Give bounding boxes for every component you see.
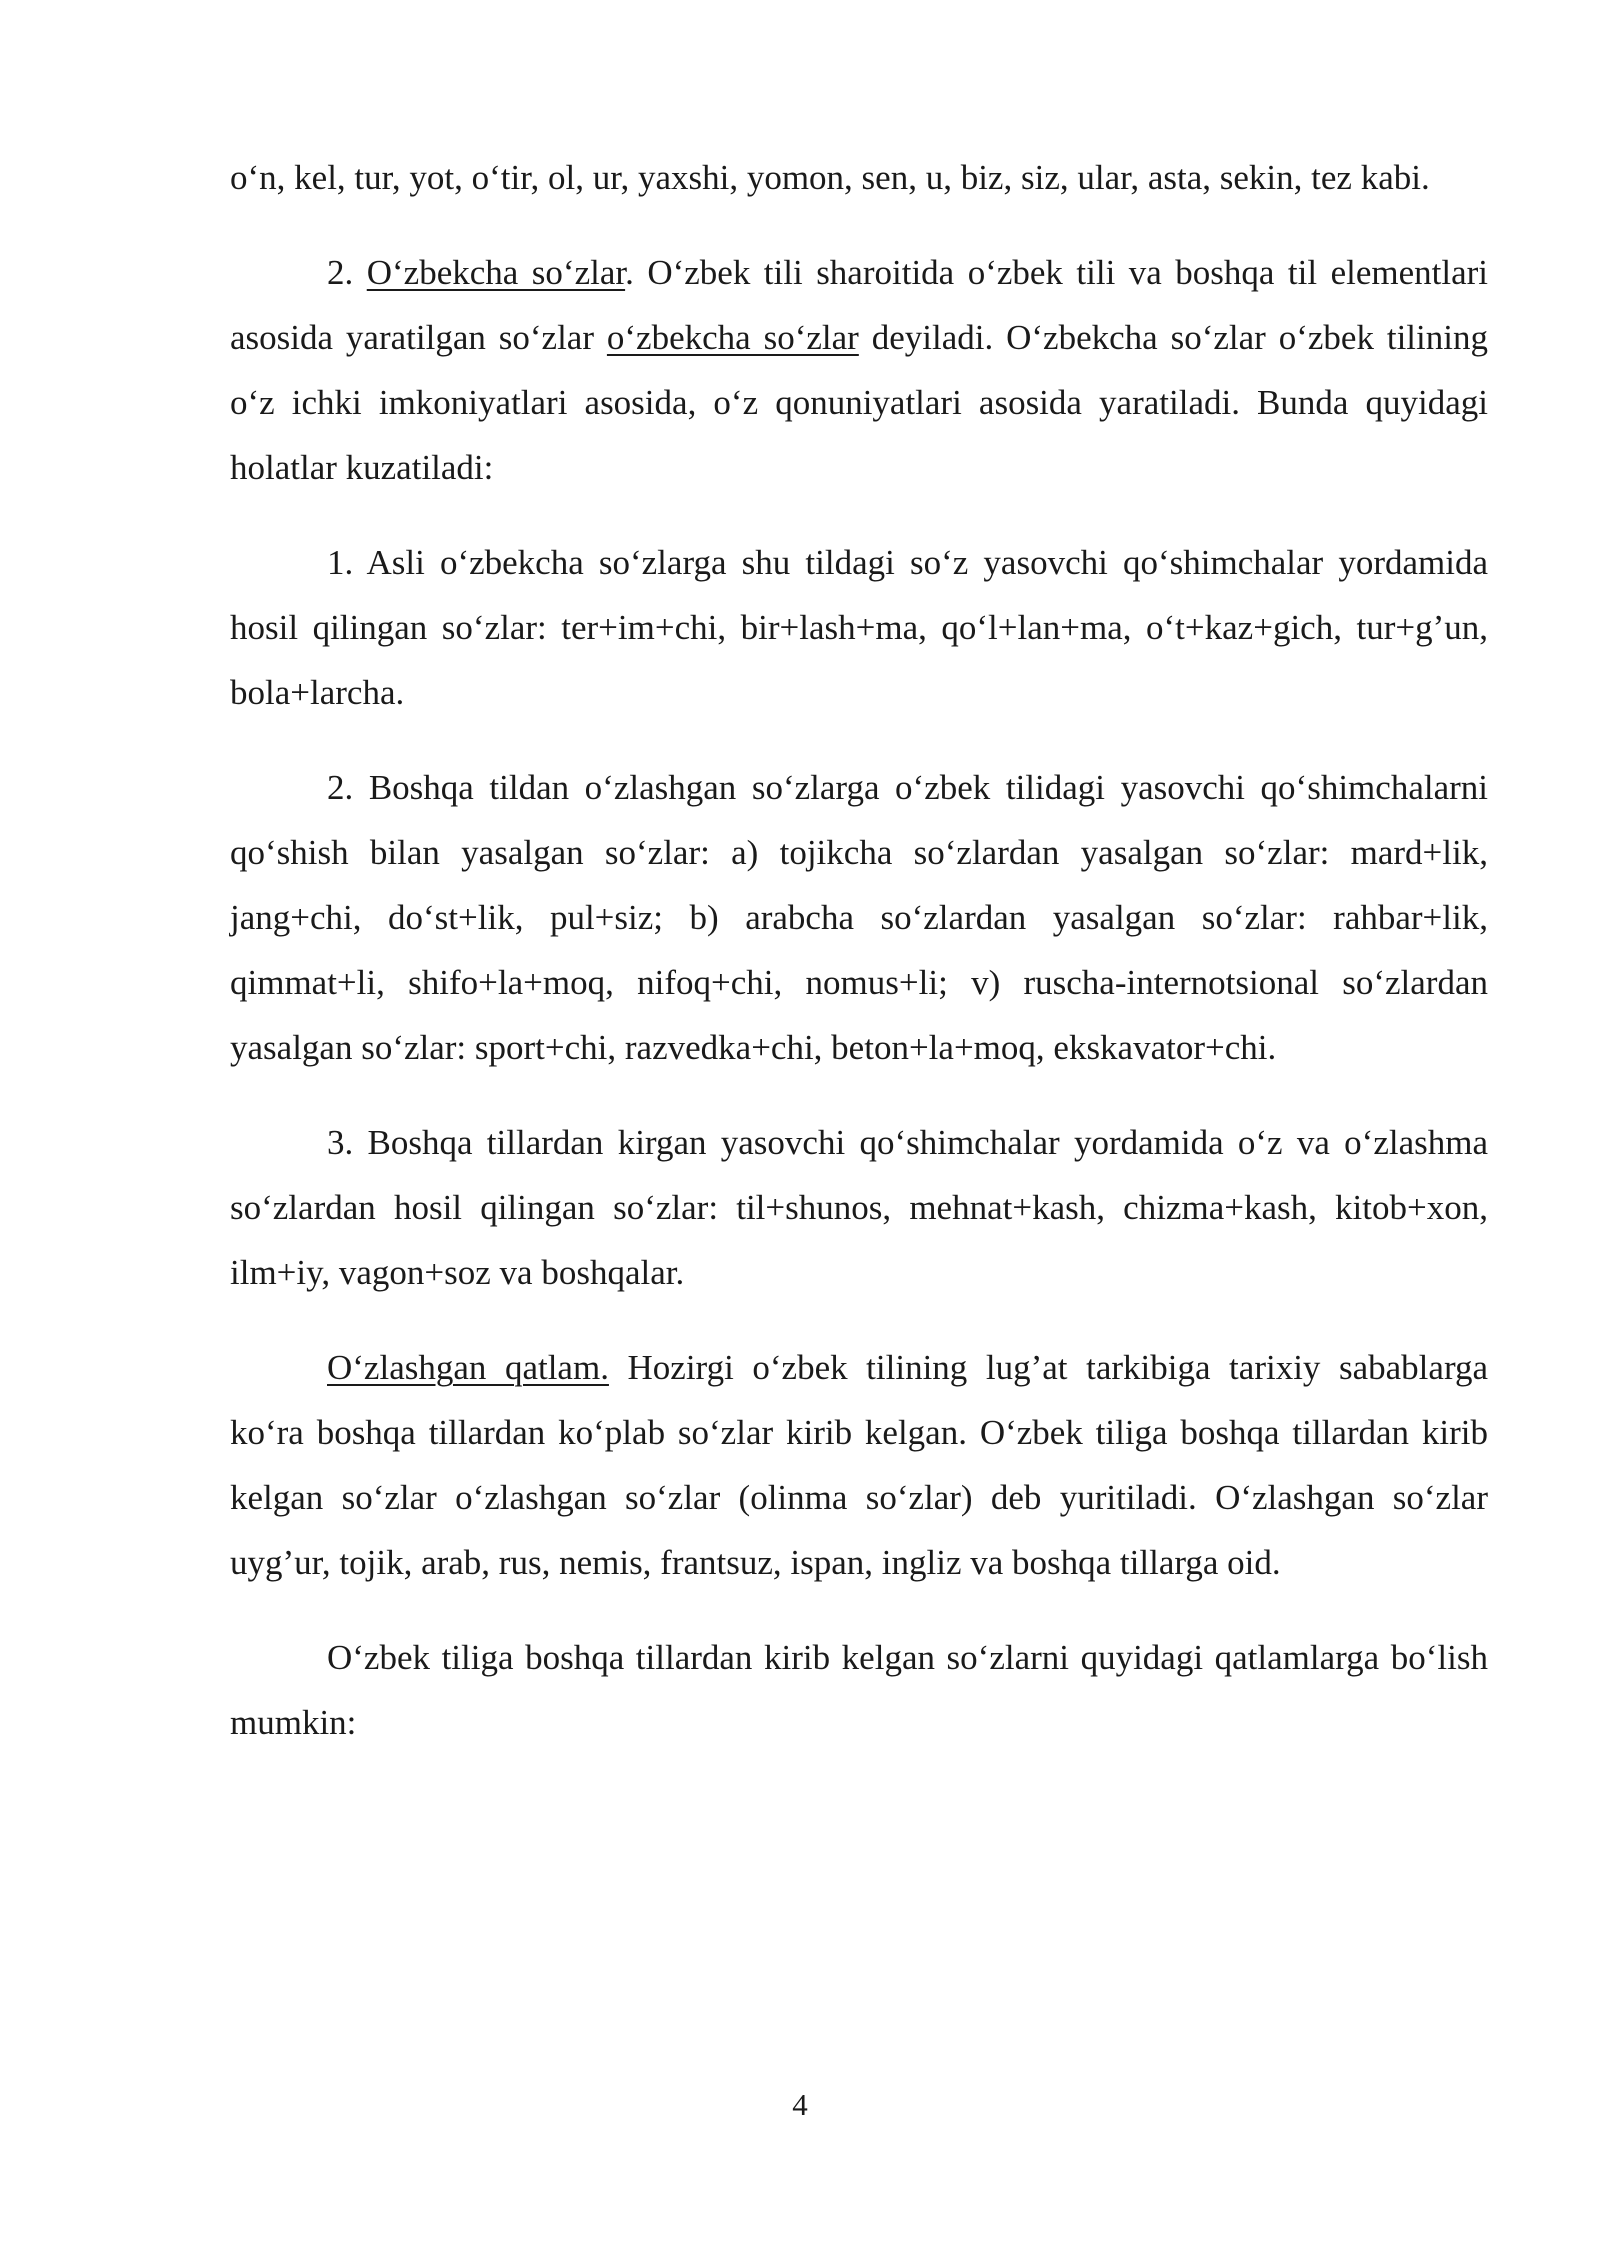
paragraph-text: deyiladi. O‘zbekcha so‘zlar o‘zbek tilining o‘z ichki imkoniyatlari asosida, o‘z qonuniyatlari asosida yaratiladi. Bunda quyidagi holatlar kuzatiladi: (230, 318, 1488, 487)
underlined-term: o‘zbekcha so‘zlar (606, 318, 859, 357)
list-item-3 (230, 1110, 1488, 1305)
paragraph-text: O‘zbek tiliga boshqa tillardan kirib kelgan so‘zlarni quyidagi qatlamlarga bo‘lish mumkin: (230, 1638, 1488, 1742)
paragraph-continuation (230, 145, 1488, 210)
paragraph-text: 2. Boshqa tildan o‘zlashgan so‘zlarga o‘zbek tilidagi yasovchi qo‘shimchalarni qo‘shish bilan yasalgan so‘zlar: a) tojikcha so‘zlardan yasalgan so‘zlar: mard+lik, jang+chi, do‘st+lik, pul+siz; b) arabcha so‘zlardan yasalgan so‘zlar: rahbar+lik, qimmat+li, shifo+la+moq, nifoq+chi, nomus+li; v) ruscha-internotsional so‘zlardan yasalgan so‘zlar: sport+chi, razvedka+chi, beton+la+moq, ekskavator+chi. (230, 768, 1488, 1067)
paragraph-text: 1. Asli o‘zbekcha so‘zlarga shu tildagi so‘z yasovchi qo‘shimchalar yordamida hosil qilingan so‘zlar: ter+im+chi, bir+lash+ma, qo‘l+lan+ma, o‘t+kaz+gich, tur+g’un, bola+larcha. (230, 543, 1488, 712)
section-heading: O‘zlashgan qatlam. (327, 1348, 609, 1387)
paragraph-text: 3. Boshqa tillardan kirgan yasovchi qo‘shimchalar yordamida o‘z va o‘zlashma so‘zlardan hosil qilingan so‘zlar: til+shunos, mehnat+kash, chizma+kash, kitob+xon, ilm+iy, vagon+soz va boshqalar. (230, 1123, 1488, 1292)
page-number: 4 (792, 2087, 808, 2122)
paragraph-borrowed-layer (230, 1335, 1488, 1595)
paragraph-uzbek-words (230, 240, 1488, 500)
document-page (230, 145, 1488, 1785)
paragraph-text: o‘n, kel, tur, yot, o‘tir, ol, ur, yaxshi, yomon, sen, u, biz, siz, ular, asta, sekin, tez kabi. (230, 158, 1430, 197)
paragraph-text: . O‘zbek tili sharoitida o‘zbek tili va boshqa til elementlari asosida yaratilgan so‘zlar (230, 253, 1489, 357)
section-number: 2. (327, 253, 367, 292)
list-item-2 (230, 755, 1488, 1080)
list-item-1 (230, 530, 1488, 725)
section-heading: O‘zbekcha so‘zlar (366, 253, 626, 292)
paragraph-layers-intro (230, 1625, 1488, 1755)
paragraph-text: Hozirgi o‘zbek tilining lug’at tarkibiga tarixiy sabablarga ko‘ra boshqa tillardan ko‘plab so‘zlar kirib kelgan. O‘zbek tiliga boshqa tillardan kirib kelgan so‘zlar o‘zlashgan so‘zlar (olinma so‘zlar) deb yuritiladi. O‘zlashgan so‘zlar uyg’ur, tojik, arab, rus, nemis, frantsuz, ispan, ingliz va boshqa tillarga oid. (230, 1348, 1489, 1582)
